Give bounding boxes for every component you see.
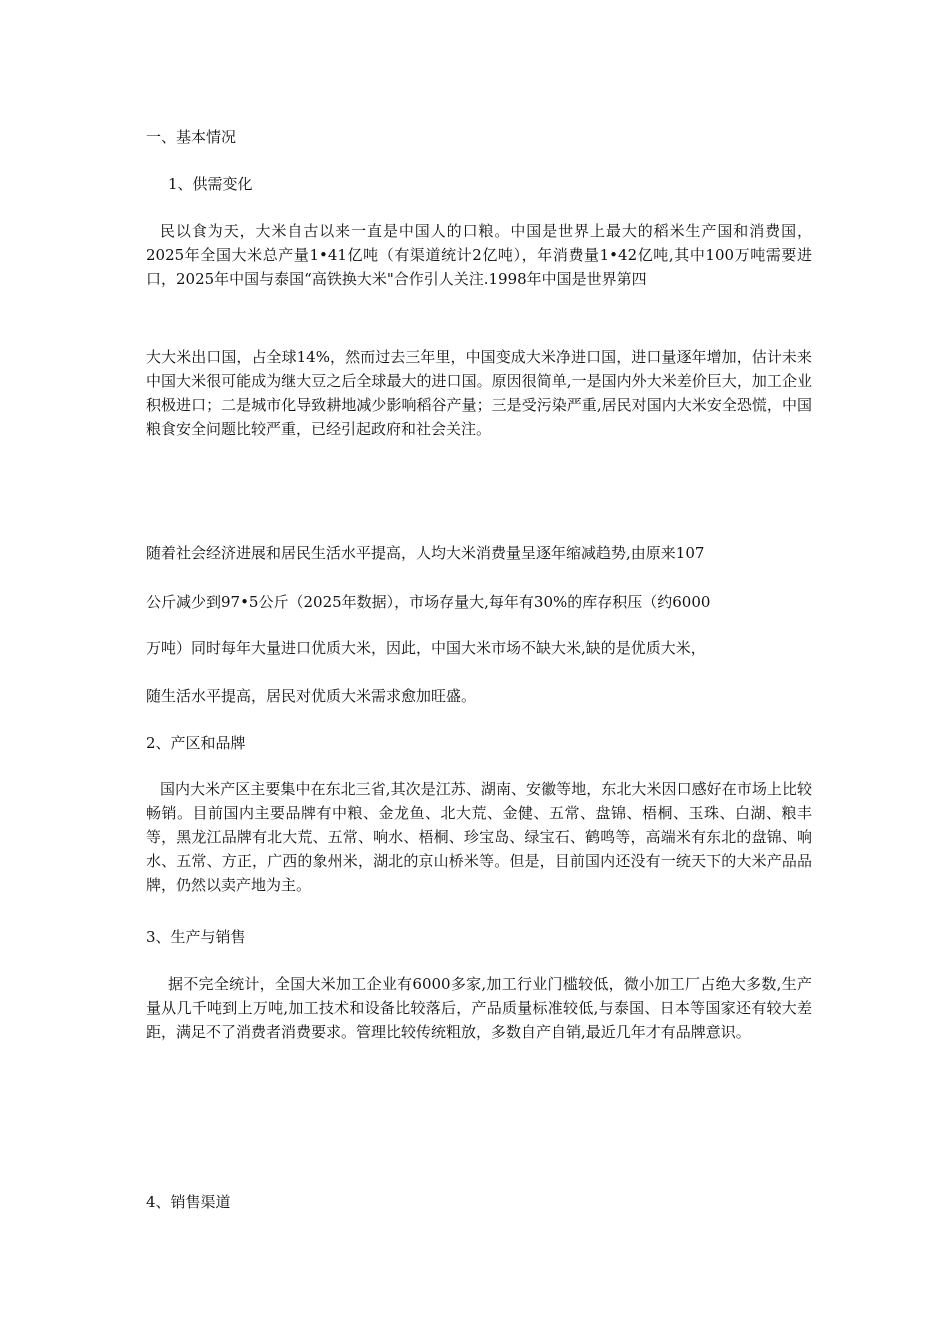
paragraph-regions-brands: 国内大米产区主要集中在东北三省,其次是江苏、湖南、安徽等地，东北大米因口感好在市场上比较畅销。目前国内主要品牌有中粮、金龙鱼、北大荒、金健、五常、盘锦、梧桐、玉珠、白湖、粮丰等，黑龙江品牌有北大荒、五常、响水、梧桐、珍宝岛、绿宝石、鹤鸣等，高端米有东北的盘锦、响水、五常、方正，广西的象州米，湖北的京山桥米等。但是，目前国内还没有一统天下的大米产品品牌，仍然以卖产地为主。 [146,780,812,894]
paragraph-supply-demand-1: 民以食为天，大米自古以来一直是中国人的口粮。中国是世界上最大的稻米生产国和消费国，2025年全国大米总产量1•41亿吨（有渠道统计2亿吨），年消费量1•42亿吨,其中100万吨需要进口，2025年中国与泰国“高铁换大米"合作引人关注.1998年中国是世界第四 [146,222,812,288]
subsection-heading-production-sales: 3、生产与销售 [146,928,246,946]
subsection-heading-regions-brands: 2、产区和品牌 [146,734,246,752]
paragraph-consumption-line-1: 随着社会经济进展和居民生活水平提高，人均大米消费量呈逐年缩减趋势,由原来107 [146,544,705,562]
paragraph-consumption-line-2: 公斤减少到97•5公斤（2025年数据），市场存量大,每年有30%的库存积压（约6000 [146,593,711,611]
section-heading-basic-situation: 一、基本情况 [146,128,237,146]
paragraph-production-sales: 据不完全统计，全国大米加工企业有6000多家,加工行业门槛较低，微小加工厂占绝大多数,生产量从几千吨到上万吨,加工技术和设备比较落后，产品质量标准较低,与泰国、日本等国家还有较大差距，满足不了消费者消费要求。管理比较传统粗放，多数自产自销,最近几年才有品牌意识。 [146,975,812,1041]
paragraph-consumption-line-3: 万吨）同时每年大量进口优质大米，因此，中国大米市场不缺大米,缺的是优质大米， [146,639,706,657]
subsection-heading-supply-demand: 1、供需变化 [168,175,253,193]
paragraph-consumption-line-4: 随生活水平提高，居民对优质大米需求愈加旺盛。 [146,687,477,705]
paragraph-supply-demand-2: 大大米出口国，占全球14%，然而过去三年里，中国变成大米净进口国，进口量逐年增加，估计未来中国大米很可能成为继大豆之后全球最大的进口国。原因很简单,一是国内外大米差价巨大，加工企业积极进口；二是城市化导致耕地减少影响稻谷产量；三是受污染严重,居民对国内大米安全恐慌，中国粮食安全问题比较严重，已经引起政府和社会关注。 [146,348,812,438]
subsection-heading-sales-channels: 4、销售渠道 [146,1193,231,1211]
